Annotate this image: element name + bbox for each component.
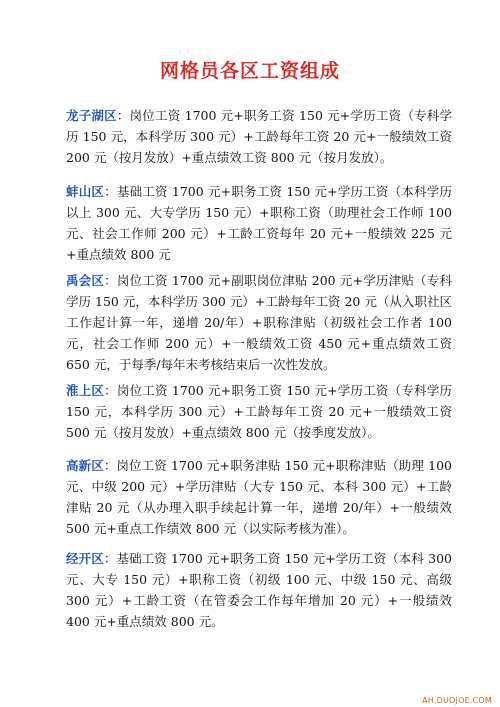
district-section-yuhui	[66, 270, 452, 375]
district-salary-text: ：岗位工资 1700 元+职务工资 150 元+学历工资（专科学历 150 元，本科学历 300 元）+工龄每年工资 20 元+一般绩效工资 200 元（按月发放）+重点绩效工资 800 元（按月发放）。	[66, 108, 452, 165]
district-name: 高新区	[66, 458, 104, 473]
page-title: 网格员各区工资组成	[159, 60, 340, 82]
district-salary-text: ：岗位工资 1700 元+职务工资 150 元+学历工资（专科学历 150 元，本科学历 300 元）+工龄每年工资 20 元+一般绩效工资 500 元（按月发放）+重点绩效 800 元（按季度发放）。	[66, 383, 452, 440]
district-salary-text: ：基础工资 1700 元+职务工资 150 元+学历工资（本科学历以上 300 元、大专学历 150 元）+职称工资（助理社会工作师 100 元、社会工作师 200 元）+工龄工资每年 20 元+一般绩效 225 元+重点绩效 800 元	[66, 184, 452, 262]
district-name: 蚌山区	[66, 184, 105, 199]
district-section-bengshan	[66, 181, 452, 265]
district-salary-text: ：岗位工资 1700 元+职务津贴 150 元+职称津贴（助理 100 元、中级 200 元）+学历津贴（大专 150 元、本科 300 元）+工龄津贴 20 元（从办理入职手续起计算一年，递增 20/年）+一般绩效 500 元+重点工作绩效 800 元（以实际考核为准）。	[66, 458, 452, 536]
district-salary-text: ：基础工资 1700 元+职务工资 150 元+学历工资（本科 300 元、大专 150 元）+职称工资（初级 100 元、中级 150 元、高级 300 元）+工龄工资（在管委会工作每年增加 20 元）+一般绩效 400 元+重点绩效 800 元。	[66, 551, 452, 629]
district-name: 经开区	[66, 551, 104, 566]
district-section-huaishang	[66, 380, 452, 443]
district-name: 淮上区	[66, 383, 105, 398]
district-name: 禹会区	[66, 273, 105, 288]
site-watermark: AH.DUOJOE.COM	[422, 696, 492, 705]
district-salary-text: ：岗位工资 1700 元+副职岗位津贴 200 元+学历津贴（专科学历 150 元，本科学历 300 元）+工龄每年工资 20 元（从入职社区工作起计算一年，递增 20/年）+职称津贴（初级社会工作者 100 元，社会工作师 200 元）+一般绩效工资 450 元+重点绩效工资 650 元，于每季/每年末考核结束后一次性发放。	[66, 273, 452, 372]
district-section-longzihu	[66, 105, 452, 168]
district-name: 龙子湖区	[66, 108, 117, 123]
district-section-jingkai	[66, 548, 452, 632]
district-section-gaoxin	[66, 455, 452, 539]
